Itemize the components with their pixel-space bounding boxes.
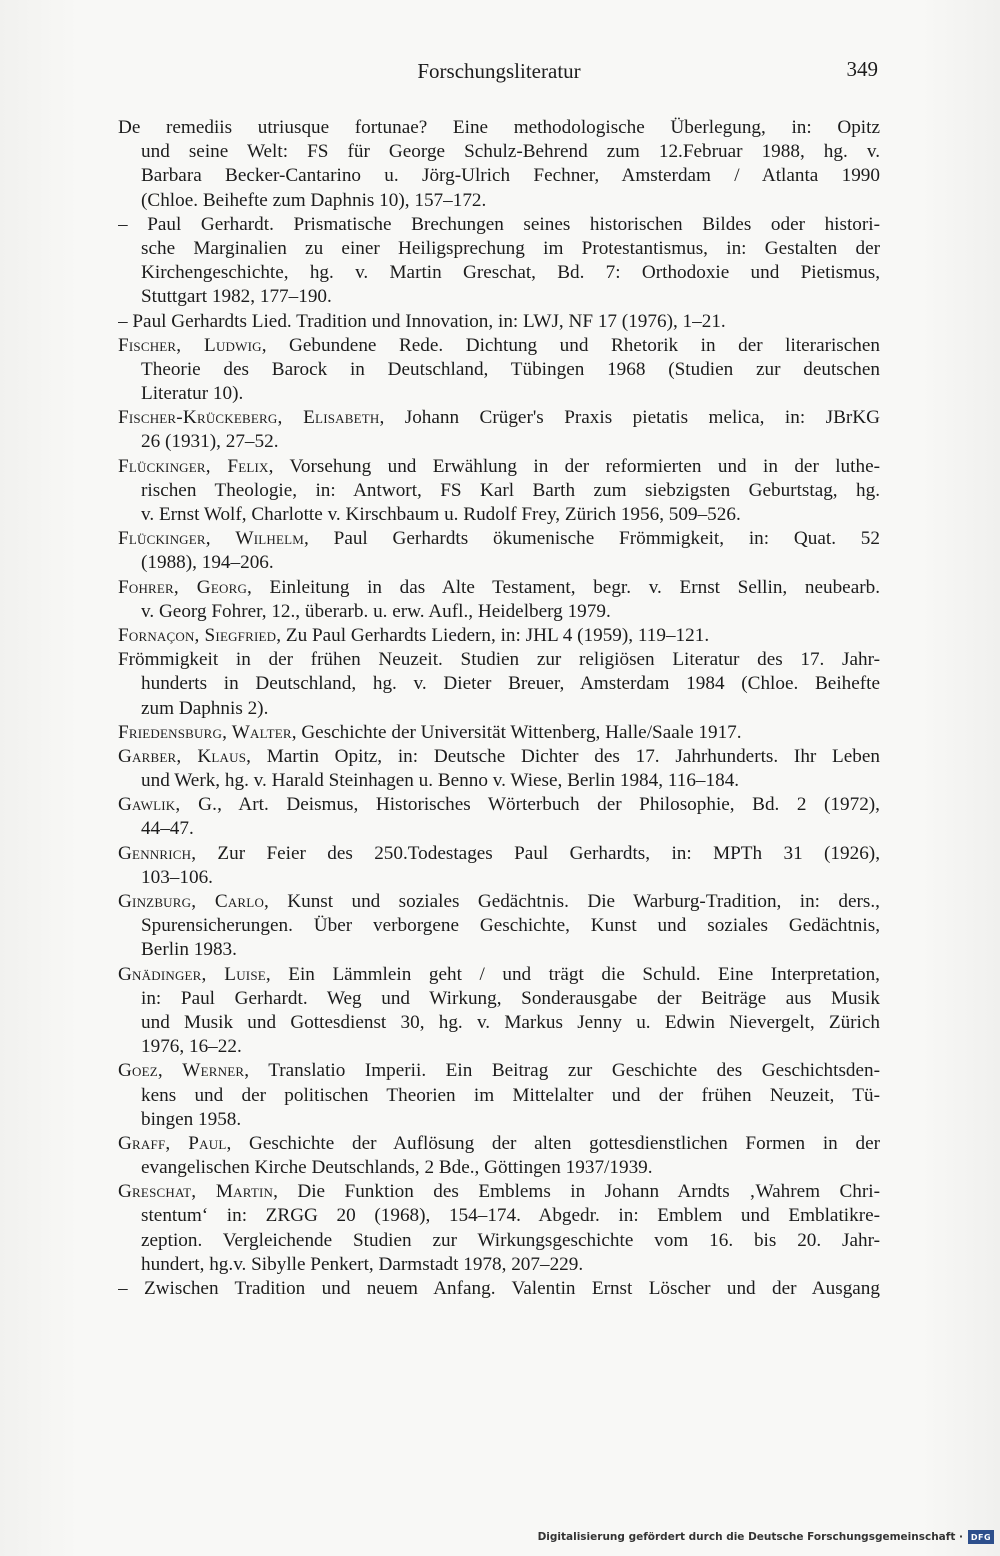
entry-line (118, 721, 880, 745)
bibliography-entry (118, 721, 880, 745)
bibliography-entry (118, 455, 880, 528)
entry-author: Gawlik, G. (118, 794, 218, 816)
entry-text: , Einleitung in das Alte Testament, begr. v. Ernst Sellin, neubearb. (247, 576, 880, 598)
entry-line: rischen Theologie, in: Antwort, FS Karl Barth zum siebzigsten Geburtstag, hg. (141, 479, 880, 501)
entry-line: – Paul Gerhardt. Prismatische Brechungen seines historischen Bildes oder histori- (118, 213, 880, 235)
entry-line: (Chloe. Beihefte zum Daphnis 10), 157–172. (141, 189, 487, 211)
entry-line: Spurensicherungen. Über verborgene Geschichte, Kunst und soziales Gedächtnis, (141, 915, 880, 937)
entry-line: v. Ernst Wolf, Charlotte v. Kirschbaum u. Rudolf Frey, Zürich 1956, 509–526. (141, 504, 741, 525)
entry-text: , Vorsehung und Erwählung in der reformierten und in der luthe- (268, 455, 880, 477)
entry-line: – Zwischen Tradition und neuem Anfang. Valentin Ernst Löscher und der Ausgang (118, 1278, 880, 1299)
bibliography-entry (118, 213, 880, 310)
entry-line (118, 576, 880, 600)
entry-line (118, 1180, 880, 1204)
entry-line: Stuttgart 1982, 177–190. (141, 286, 332, 308)
entry-line: 1976, 16–22. (141, 1036, 242, 1058)
entry-author: Garber, Klaus (118, 745, 247, 767)
entry-text: , Translatio Imperii. Ein Beitrag zur Geschichte des Geschichtsden- (244, 1060, 880, 1082)
entry-line: in: Paul Gerhardt. Weg und Wirkung, Sonderausgabe der Beiträge aus Musik (141, 987, 880, 1009)
entry-line (118, 455, 880, 479)
entry-line: 103–106. (141, 866, 213, 888)
entry-text: , Zu Paul Gerhardts Liedern, in: JHL 4 (1959), 119–121. (276, 624, 710, 646)
entry-author: Flückinger, Wilhelm (118, 528, 305, 550)
entry-line (118, 406, 880, 430)
entry-line: Kirchengeschichte, hg. v. Martin Greschat, Bd. 7: Orthodoxie und Pietismus, (141, 262, 880, 284)
running-header (118, 55, 880, 89)
bibliography-entry (118, 1132, 880, 1180)
entry-line (118, 963, 880, 987)
credit-text: Digitalisierung gefördert durch die Deutsche Forschungsgemeinschaft · (537, 1531, 963, 1543)
entry-line: 44–47. (141, 818, 194, 840)
entry-line: und Werk, hg. v. Harald Steinhagen u. Benno v. Wiese, Berlin 1984, 116–184. (141, 770, 740, 792)
entry-author: Gennrich (118, 842, 192, 864)
entry-author: Graff, Paul (118, 1132, 227, 1154)
bibliography-entry (118, 310, 880, 334)
entry-line: zum Daphnis 2). (141, 697, 269, 719)
entry-text: , Ein Lämmlein geht / und trägt die Schuld. Eine Interpretation, (265, 963, 880, 985)
bibliography-entry (118, 1059, 880, 1132)
bibliography-entry (118, 624, 880, 648)
entry-text: , Geschichte der Universität Wittenberg, Halle/Saale 1917. (291, 721, 742, 743)
bibliography-entry (118, 793, 880, 841)
bibliography-entry (118, 576, 880, 624)
entry-line: Frömmigkeit in der frühen Neuzeit. Studien zur religiösen Literatur des 17. Jahr- (118, 649, 880, 671)
entry-line (118, 745, 880, 769)
entry-line (118, 793, 880, 817)
entry-author: Fornaçon, Siegfried (118, 624, 277, 646)
entry-text: , Zur Feier des 250.Todestages Paul Gerhardts, in: MPTh 31 (1926), (191, 842, 880, 864)
entry-line: kens und der politischen Theorien im Mittelalter und der frühen Neuzeit, Tü- (141, 1084, 880, 1106)
bibliography-entry (118, 1277, 880, 1301)
entry-line: Barbara Becker-Cantarino u. Jörg-Ulrich Fechner, Amsterdam / Atlanta 1990 (141, 165, 880, 187)
entry-text: , Die Funktion des Emblems in Johann Arndts ‚Wahrem Chri- (273, 1181, 880, 1203)
entry-author: Friedensburg, Walter (118, 721, 292, 743)
bibliography-entry (118, 1180, 880, 1277)
bibliography-entry (118, 745, 880, 793)
entry-author: Ginzburg, Carlo (118, 891, 265, 912)
entry-line (118, 527, 880, 551)
bibliography-entry (118, 116, 880, 213)
entry-text: , Art. Deismus, Historisches Wörterbuch der Philosophie, Bd. 2 (1972), (217, 794, 880, 816)
bibliography-entry (118, 406, 880, 454)
entry-author: Gnädinger, Luise (118, 963, 266, 985)
entry-line: Literatur 10). (141, 383, 244, 405)
bibliography-list (118, 116, 880, 1301)
entry-author: Flückinger, Felix (118, 455, 269, 477)
entry-text: , Martin Opitz, in: Deutsche Dichter des 17. Jahrhunderts. Ihr Leben (246, 745, 880, 767)
bibliography-entry (118, 890, 880, 963)
entry-line (118, 842, 880, 866)
entry-line: – Paul Gerhardts Lied. Tradition und Innovation, in: LWJ, NF 17 (1976), 1–21. (118, 310, 726, 332)
entry-line: Berlin 1983. (141, 939, 237, 961)
entry-line (118, 1059, 880, 1083)
entry-line: De remediis utriusque fortunae? Eine methodologische Überlegung, in: Opitz (118, 117, 880, 138)
entry-line: 26 (1931), 27–52. (141, 431, 279, 453)
bibliography-entry (118, 527, 880, 575)
digitization-credit (538, 1528, 994, 1546)
entry-line (118, 1132, 880, 1156)
entry-text: , Kunst und soziales Gedächtnis. Die Warburg-Tradition, in: ders., (264, 891, 880, 912)
entry-line: stentum‘ in: ZRGG 20 (1968), 154–174. Abgedr. in: Emblem und Emblatikre- (141, 1205, 880, 1227)
page-title: Forschungsliteratur (417, 59, 581, 83)
entry-author: Fischer, Ludwig (118, 334, 262, 356)
entry-text: , Johann Crüger's Praxis pietatis melica, in: JBrKG (379, 407, 880, 429)
entry-line: evangelischen Kirche Deutschlands, 2 Bde., Göttingen 1937/1939. (141, 1157, 653, 1179)
page-number: 349 (846, 57, 878, 81)
bibliography-entry (118, 648, 880, 721)
entry-line: sche Marginalien zu einer Heiligsprechung im Protestantismus, in: Gestalten der (141, 237, 880, 259)
entry-line: Theorie des Barock in Deutschland, Tübingen 1968 (Studien zur deutschen (141, 358, 880, 380)
entry-line: bingen 1958. (141, 1108, 242, 1130)
bibliography-entry (118, 334, 880, 407)
entry-line: hundert, hg.v. Sibylle Penkert, Darmstadt 1978, 207–229. (141, 1253, 584, 1275)
bibliography-entry (118, 963, 880, 1060)
entry-line: v. Georg Fohrer, 12., überarb. u. erw. Aufl., Heidelberg 1979. (141, 600, 611, 622)
entry-line: und Musik und Gottesdienst 30, hg. v. Markus Jenny u. Edwin Nievergelt, Zürich (141, 1011, 880, 1033)
entry-line: hunderts in Deutschland, hg. v. Dieter Breuer, Amsterdam 1984 (Chloe. Beihefte (141, 673, 880, 695)
entry-line: zeption. Vergleichende Studien zur Wirkungsgeschichte vom 16. bis 20. Jahr- (141, 1229, 880, 1251)
entry-text: , Paul Gerhardts ökumenische Frömmigkeit, in: Quat. 52 (304, 528, 880, 550)
entry-line (118, 334, 880, 358)
entry-line (118, 624, 880, 648)
entry-text: , Gebundene Rede. Dichtung und Rhetorik in der literarischen (261, 334, 880, 356)
bibliography-entry (118, 842, 880, 890)
entry-line: (1988), 194–206. (141, 552, 274, 574)
entry-author: Fohrer, Georg (118, 576, 248, 598)
entry-author: Greschat, Martin (118, 1181, 274, 1203)
entry-text: , Geschichte der Auflösung der alten gottesdienstlichen Formen in der (226, 1132, 880, 1154)
entry-author: Goez, Werner (118, 1060, 245, 1082)
entry-line: und seine Welt: FS für George Schulz-Behrend zum 12.Februar 1988, hg. v. (141, 141, 880, 163)
dfg-logo: DFG (968, 1530, 994, 1544)
entry-author: Fischer-Krückeberg, Elisabeth (118, 407, 380, 429)
entry-line (118, 890, 880, 914)
